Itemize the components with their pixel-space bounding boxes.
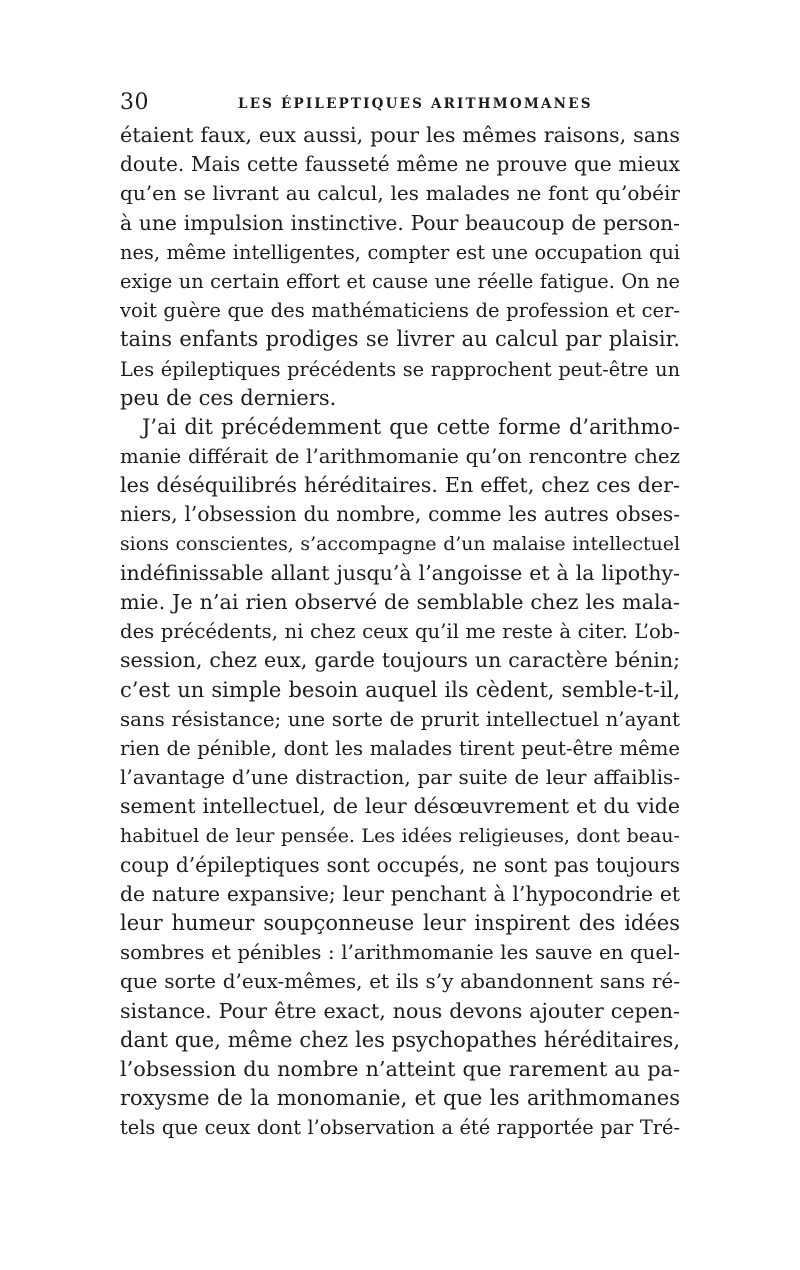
text-line: mie. Je n’ai rien observé de semblable chez les mala- (120, 590, 680, 614)
paragraph-end-line: peu de ces derniers. (120, 385, 337, 410)
text-line: coup d’épileptiques sont occupés, ne sont pas toujours (120, 852, 680, 877)
text-line: tels que ceux dont l’observation a été rapportée par Tré- (120, 1116, 680, 1140)
text-line: sans résistance; une sorte de prurit intellectuel n’ayant (120, 707, 680, 731)
text-line: niers, l’obsession du nombre, comme les autres obses- (120, 502, 680, 527)
text-line: sions conscientes, s’accompagne d’un malaise intellectuel (120, 532, 680, 555)
paragraph-start-line: J’ai dit précédemment que cette forme d’arithmo- (142, 414, 680, 439)
text-line: sistance. Pour être exact, nous devons ajouter cepen- (120, 998, 680, 1023)
text-line: que sorte d’eux-mêmes, et ils s’y abandonnent sans ré- (120, 969, 680, 994)
text-line: c’est un simple besoin auquel ils cèdent, semble-t-il, (120, 677, 680, 702)
page-number: 30 (120, 90, 149, 115)
text-line: exige un certain effort et cause une réelle fatigue. On ne (120, 269, 680, 293)
body-text (120, 121, 680, 1143)
text-line: à une impulsion instinctive. Pour beaucoup de person- (120, 210, 680, 235)
text-line: roxysme de la monomanie, et que les arithmomanes (120, 1086, 680, 1111)
text-line: leur humeur soupçonneuse leur inspirent des idées (120, 911, 680, 936)
text-line: manie différait de l’arithmomanie qu’on rencontre chez (120, 445, 680, 469)
text-line: doute. Mais cette fausseté même ne prouve que mieux (120, 152, 680, 177)
text-line: de nature expansive; leur penchant à l’hypocondrie et (120, 881, 680, 906)
text-line: Les épileptiques précédents se rapprochent peut-être un (120, 357, 680, 381)
text-line: voit guère que des mathématiciens de profession et cer- (120, 299, 680, 323)
text-line: étaient faux, eux aussi, pour les mêmes raisons, sans (120, 123, 680, 147)
text-line: les déséquilibrés héréditaires. En effet, chez ces der- (120, 473, 680, 498)
text-line: tains enfants prodiges se livrer au calcul par plaisir. (120, 327, 680, 352)
running-title: LES ÉPILEPTIQUES ARITHMOMANES (238, 96, 593, 112)
text-line: rien de pénible, dont les malades tirent peut-être même (120, 736, 680, 760)
text-line: l’obsession du nombre n’atteint que rarement au pa- (120, 1057, 680, 1081)
text-line: l’avantage d’une distraction, par suite de leur affaiblis- (120, 765, 680, 790)
page-header (120, 90, 680, 120)
text-line: indéfinissable allant jusqu’à l’angoisse et à la lipothy- (120, 560, 680, 585)
text-line: qu’en se livrant au calcul, les malades ne font qu’obéir (120, 181, 680, 206)
text-line: nes, même intelligentes, compter est une occupation qui (120, 240, 680, 264)
text-line: session, chez eux, garde toujours un caractère bénin; (120, 648, 680, 673)
text-line: des précédents, ni chez ceux qu’il me reste à citer. L’ob- (120, 620, 680, 644)
text-line: sement intellectuel, de leur désœuvrement et du vide (120, 794, 680, 819)
text-line: habituel de leur pensée. Les idées religieuses, dont beau- (120, 824, 680, 847)
text-line: sombres et pénibles : l’arithmomanie les sauve en quel- (120, 941, 680, 965)
text-line: dant que, même chez les psychopathes héréditaires, (120, 1027, 680, 1052)
